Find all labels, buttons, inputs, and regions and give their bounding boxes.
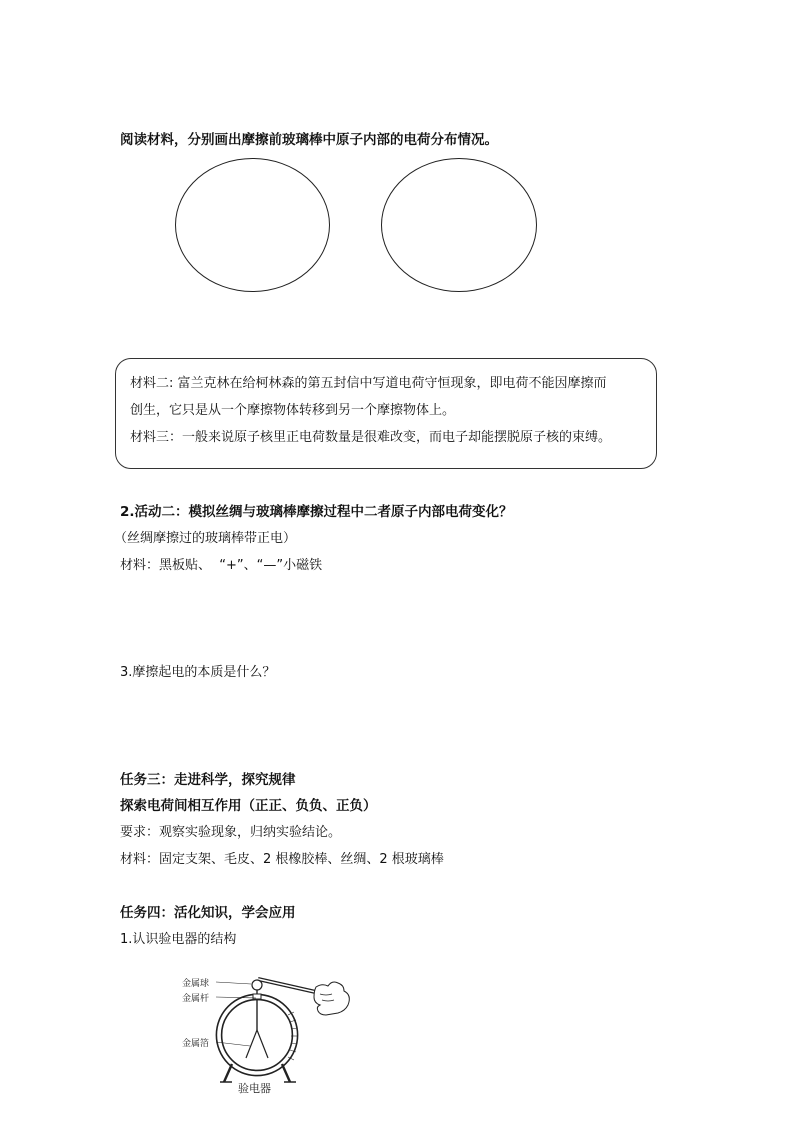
task4-item1: 1.认识验电器的结构 [120, 932, 237, 947]
task3-title: 任务三：走进科学，探究规律 [120, 772, 296, 788]
electroscope-figure [180, 960, 360, 1100]
task3-subtitle: 探索电荷间相互作用（正正、负负、正负） [120, 798, 377, 814]
drawing-circle-right[interactable] [381, 158, 537, 292]
activity2-materials: 材料：黑板贴、 “+”、“—”小磁铁 [120, 558, 323, 573]
activity2-title: 2.活动二：模拟丝绸与玻璃棒摩擦过程中二者原子内部电荷变化？ [120, 504, 513, 520]
materials-box [115, 358, 657, 469]
material2-line1: 材料二: 富兰克林在给柯林森的第五封信中写道电荷守恒现象，即电荷不能因摩擦而 [130, 376, 607, 391]
label-metal-foil: 金属箔 [182, 1039, 210, 1049]
task3-requirement: 要求：观察实验现象，归纳实验结论。 [120, 825, 342, 840]
material2-line2: 创生，它只是从一个摩擦物体转移到另一个摩擦物体上。 [130, 403, 456, 418]
activity2-note: （丝绸摩擦过的玻璃棒带正电） [114, 531, 297, 546]
material3-line: 材料三：一般来说原子核里正电荷数量是很难改变，而电子却能摆脱原子核的束缚。 [130, 430, 612, 445]
task4-title: 任务四：活化知识，学会应用 [120, 905, 296, 921]
drawing-circle-left[interactable] [175, 158, 330, 292]
label-metal-rod: 金属杆 [182, 994, 210, 1004]
question3-text: 3.摩擦起电的本质是什么？ [120, 665, 276, 680]
figure-caption: 验电器 [238, 1082, 271, 1095]
label-metal-ball: 金属球 [182, 979, 210, 989]
activity1-instruction: 阅读材料，分别画出摩擦前玻璃棒中原子内部的电荷分布情况。 [120, 132, 498, 148]
task3-materials: 材料：固定支架、毛皮、2 根橡胶棒、丝绸、2 根玻璃棒 [120, 852, 444, 867]
